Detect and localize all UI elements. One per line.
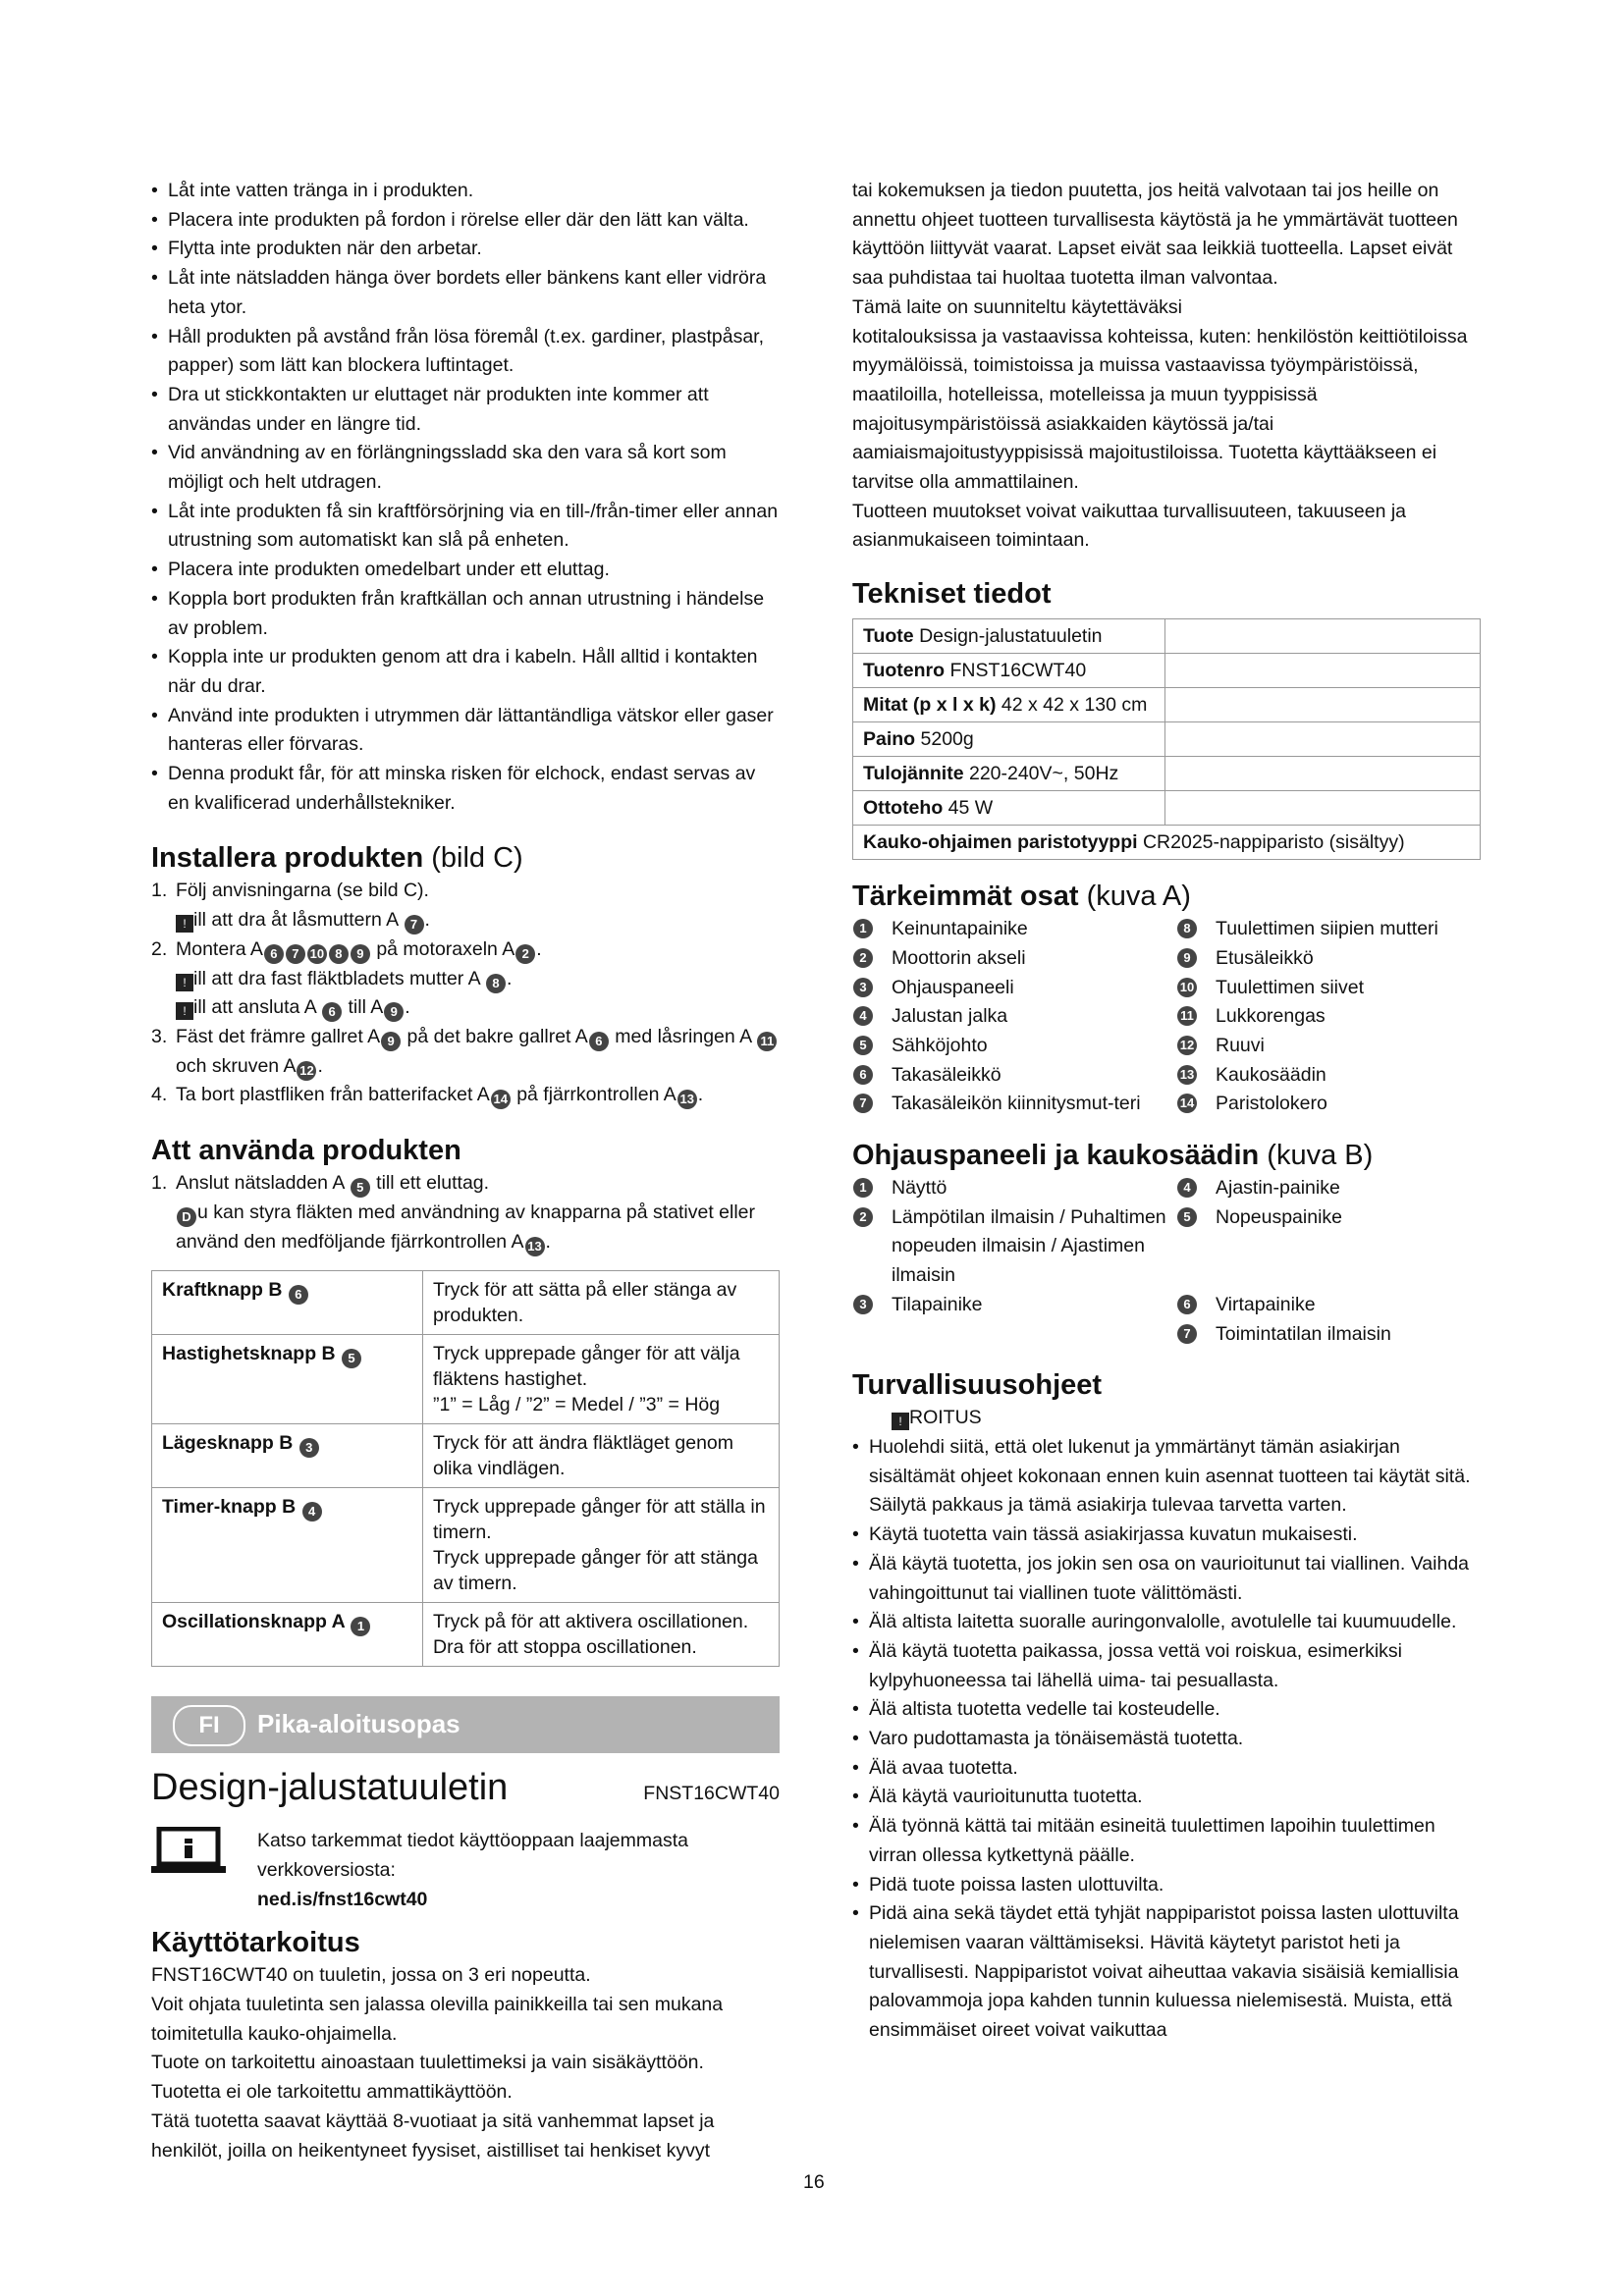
list-item: • Pidä tuote poissa lasten ulottuvilta. [852,1871,1481,1900]
table-cell: Hastighetsknapp B 5 [152,1335,423,1424]
list-item: • Älä avaa tuotetta. [852,1754,1481,1784]
list-item: • Käytä tuotetta vain tässä asiakirjassa kuvatun mukaisesti. [852,1521,1481,1550]
callout-10-icon: 10 [307,944,327,964]
install-step-3: 3. Fäst det främre gallret A 9 på det bakre gallret A 6 med låsringen A 11 och skruven A 12 . [151,1023,780,1081]
purpose-text: FNST16CWT40 on tuuletin, jossa on 3 eri nopeutta. Voit ohjata tuuletinta sen jalassa olevilla painikkeilla tai sen mukana toimitetulla kauko-ohjaimella. Tuote on tarkoitettu ainoastaan tuulettimeksi ja vain sisäkäyttöön. Tuotetta ei ole tarkoitettu ammattikäyttöön. Tätä tuotetta saavat käyttää 8-vuotiaat ja sitä vanhemmat lapset ja henkilöt, joilla on heikentyneet fyysiset, aistilliset tai henkiset kyvyt [151,1964,724,2162]
callout-icon: 11 [1177,1006,1197,1026]
laptop-info-icon [151,1827,226,1874]
online-manual-note [151,1827,780,1914]
panel-heading: Ohjauspaneeli ja kaukosäädin (kuva B) [852,1140,1374,1172]
table-cell [1165,757,1481,791]
install-step-4: 4. Ta bort plastfliken från batterifacket A 14 på fjärrkontrollen A 13 . [151,1081,780,1110]
manual-text: Katso tarkemmat tiedot käyttöoppaan laajemmasta verkkoversiosta: ned.is/fnst16cwt40 [257,1830,688,1910]
warning-line [852,1404,1481,1433]
callout-icon: 4 [1177,1178,1197,1198]
step-text: ill att dra åt låsmuttern A [193,909,399,932]
step-text: Följ anvisningarna (se bild C). [176,880,429,902]
table-cell: Kauko-ohjaimen paristotyyppi CR2025-nappiparisto (sisältyy) [853,826,1481,860]
list-item: 3 Ohjauspaneeli [852,974,1176,1003]
table-cell [1165,688,1481,722]
table-cell: Tryck upprepade gånger för att välja fläktens hastighet. ”1” = Låg / ”2” = Medel / ”3” = Hög [423,1335,780,1424]
table-row [152,1424,780,1488]
use-heading: Att använda produkten [151,1135,461,1167]
step-text: på motoraxeln A [376,937,515,960]
list-item: • Använd inte produkten i utrymmen där lättantändliga vätskor eller gaser hanteras eller förvaras. [151,702,780,760]
callout-icon: 7 [1177,1324,1197,1344]
step-text: och skruven A [176,1054,297,1077]
step-number: 2. [151,937,168,960]
list-item: • Placera inte produkten på fordon i rörelse eller där den lätt kan välta. [151,206,780,236]
table-cell [1165,654,1481,688]
list-item: • Älä käytä tuotetta paikassa, jossa vettä voi roiskua, esimerkiksi kylpyhuoneessa tai lähellä uima- tai pesuallasta. [852,1637,1481,1695]
warning-icon: ! [892,1413,909,1430]
list-item: • Håll produkten på avstånd från lösa föremål (t.ex. gardiner, plastpåsar, papper) som lätt kan blockera luftintaget. [151,323,780,381]
list-item: • Dra ut stickkontakten ur eluttaget när produkten inte kommer att användas under en längre tid. [151,381,780,439]
list-item: • Vid användning av en förlängningssladd ska den vara så kort som möjligt och helt utdragen. [151,439,780,497]
step-number: 4. [151,1084,168,1106]
callout-6-icon: 6 [264,944,284,964]
model-number: FNST16CWT40 [643,1783,780,1805]
tech-heading: Tekniset tiedot [852,578,1052,611]
list-item: • Älä altista tuotetta vedelle tai kosteudelle. [852,1695,1481,1725]
step-text: ill att ansluta A [193,996,316,1019]
table-row [853,722,1481,757]
list-item: • Varo pudottamasta ja tönäisemästä tuotetta. [852,1725,1481,1754]
table-cell: Oscillationsknapp A 1 [152,1603,423,1667]
table-row [853,791,1481,826]
table-row [152,1271,780,1335]
list-item: 10 Tuulettimen siivet [1176,974,1481,1003]
panel-list [852,1174,1481,1349]
warning-icon: ! [176,915,193,933]
callout-9-icon: 9 [381,1032,401,1051]
callout-icon: 3 [299,1438,319,1458]
list-item: 13 Kaukosäädin [1176,1061,1481,1091]
step-text: u kan styra fläkten med användning av knapparna på stativet eller använd den medföljande fjärrkontrollen A [176,1201,756,1253]
callout-8-icon: 8 [486,974,506,993]
step-text: på det bakre gallret A [406,1025,588,1047]
callout-icon: 12 [1177,1036,1197,1055]
right-column [852,177,1481,2046]
parts-heading: Tärkeimmät osat (kuva A) [852,881,1191,913]
list-item: 12 Ruuvi [1176,1032,1481,1061]
list-item: • Älä altista laitetta suoralle auringonvalolle, avotulelle tai kuumuudelle. [852,1608,1481,1637]
list-item: • Låt inte produkten få sin kraftförsörjning via en till-/från-timer eller annan utrustning som automatiskt kan slå på enheten. [151,498,780,556]
install-suffix: (bild C) [431,842,523,875]
callout-icon: 2 [853,948,873,968]
step-text: Anslut nätsladden A [176,1172,345,1195]
list-item: • Pidä aina sekä täydet että tyhjät nappiparistot poissa lasten ulottuvilta nielemisen vaaran välttämiseksi. Hävitä käytetyt paristot heti ja turvallisesti. Nappiparistot voivat aiheuttaa vakavia sisäisiä kemiallisia palovammoja jopa kahden tunnin kuluessa nielemisestä. Muista, että ensimmäiset oireet voivat vaikuttaa [852,1899,1481,2046]
callout-9-icon: 9 [351,944,370,964]
table-cell: Tuote Design-jalustatuuletin [853,619,1165,654]
callout-7-icon: 7 [405,915,424,934]
warning-label: ROITUS [909,1407,982,1429]
list-item: • Placera inte produkten omedelbart under ett eluttag. [151,556,780,585]
list-item: 3 Tilapainike [852,1291,1176,1320]
step-text: till A [348,996,384,1019]
step-text: till ett eluttag. [376,1172,490,1195]
language-badge: FI [173,1705,245,1746]
table-cell [1165,619,1481,654]
list-item: 5 Sähköjohto [852,1032,1176,1061]
table-row [152,1335,780,1424]
list-item: 4 Ajastin-painike [1176,1174,1481,1203]
callout-icon: 5 [1177,1207,1197,1227]
list-item: • Älä työnnä kättä tai mitään esineitä tuulettimen lapoihin tuulettimen virran ollessa kytkettynä päälle. [852,1812,1481,1870]
table-cell [1165,791,1481,826]
spec-table [852,618,1481,860]
list-item: • Älä käytä vaurioitunutta tuotetta. [852,1783,1481,1812]
step-text: låsringen A [657,1025,751,1047]
callout-8-icon: 8 [329,944,349,964]
table-cell: Tryck för att sätta på eller stänga av produkten. [423,1271,780,1335]
callout-13-icon: 13 [677,1090,697,1109]
list-item: 7 Takasäleikön kiinnitysmut-teri [852,1090,1176,1119]
table-row [853,826,1481,860]
left-column [151,177,780,2165]
warning-icon: ! [176,1002,193,1020]
list-item: 4 Jalustan jalka [852,1002,1176,1032]
list-item: 2 Moottorin akseli [852,944,1176,974]
banner-title: Pika-aloitusopas [257,1709,460,1739]
callout-icon: 8 [1177,919,1197,938]
list-item: 7 Toimintatilan ilmaisin [1176,1320,1481,1350]
list-item: • Denna produkt får, för att minska risken för elchock, endast servas av en kvalificerad underhållstekniker. [151,760,780,818]
table-cell: Tuotenro FNST16CWT40 [853,654,1165,688]
table-cell: Tulojännite 220-240V~, 50Hz [853,757,1165,791]
table-cell: Ottoteho 45 W [853,791,1165,826]
table-row [853,619,1481,654]
table-cell: Mitat (p x l x k) 42 x 42 x 130 cm [853,688,1165,722]
table-cell: Lägesknapp B 3 [152,1424,423,1488]
callout-5-icon: 5 [351,1178,370,1198]
callout-6-icon: 6 [322,1002,342,1022]
callout-icon: 7 [853,1094,873,1113]
table-cell [1165,722,1481,757]
list-item: 8 Tuulettimen siipien mutteri [1176,915,1481,944]
table-row [853,688,1481,722]
list-item: • Låt inte nätsladden hänga över bordets eller bänkens kant eller vidröra heta ytor. [151,264,780,322]
list-item: • Flytta inte produkten när den arbetar. [151,235,780,264]
callout-icon: 2 [853,1207,873,1227]
table-cell: Tryck upprepade gånger för att ställa in timern. Tryck upprepade gånger för att stänga av timern. [423,1488,780,1603]
callout-icon: 10 [1177,978,1197,997]
callout-icon: 5 [853,1036,873,1055]
list-item: 6 Takasäleikkö [852,1061,1176,1091]
callout-6-icon: 6 [589,1032,609,1051]
callout-icon: 9 [1177,948,1197,968]
product-header [151,1767,780,1809]
safety-heading: Turvallisuusohjeet [852,1369,1103,1402]
intro-text: tai kokemuksen ja tiedon puutetta, jos heitä valvotaan tai jos heille on annettu ohjeet tuotteen turvallisesta käytöstä ja he ymmärtävät tuotteen käyttöön liittyvät vaarat. Lapset eivät saa leikkiä tuotteella. Lapset eivät saa puhdistaa tai huoltaa tuotetta ilman valvontaa. Tämä laite on suunniteltu käytettäväksi kotitalouksissa ja vastaavissa kohteissa, kuten: henkilöstön keittiötiloissa myymälöissä, toimistoissa ja muissa vastaavissa työympäristöissä, maatiloilla, hotelleissa, motelleissa ja muun tyyppisissä majoitusympäristöissä asiakkaiden käytössä ja/tai aamiaismajoitustyyppisissä majoitustiloissa. Tuotetta käyttääkseen ei tarvitse olla ammattilainen. Tuotteen muutokset voivat vaikuttaa turvallisuuteen, takuuseen ja asianmukaiseen toimintaan. [852,180,1468,552]
language-banner [151,1696,780,1753]
list-item: • Koppla inte ur produkten genom att dra i kabeln. Håll alltid i kontakten när du drar. [151,643,780,701]
install-step-2: 2. Montera A 6 7 10 8 9 på motoraxeln A 2 . ! ill att dra fast fläktbladets mutter A 8 . ! ill att ansluta A 6 till A 9 . [151,935,780,1023]
warning-icon: ! [176,974,193,991]
step-text: med [615,1025,653,1047]
callout-12-icon: 12 [297,1061,316,1081]
callout-icon: 6 [853,1065,873,1085]
step-number: 1. [151,880,168,902]
list-item: • Älä käytä tuotetta, jos jokin sen osa on vaurioitunut tai viallinen. Vaihda vahingoittunut tai viallinen tuote välittömästi. [852,1550,1481,1608]
info-icon: D [177,1207,196,1227]
purpose-heading: Käyttötarkoitus [151,1927,360,1959]
parts-list [852,915,1481,1119]
callout-9-icon: 9 [384,1002,404,1022]
callout-icon: 4 [853,1006,873,1026]
callout-icon: 13 [1177,1065,1197,1085]
list-item: 5 Nopeuspainike [1176,1203,1481,1291]
step-text: på fjärrkontrollen A [516,1084,677,1106]
list-item: 1 Näyttö [852,1174,1176,1203]
list-item: 14 Paristolokero [1176,1090,1481,1119]
step-text: Montera [176,937,246,960]
callout-7-icon: 7 [286,944,305,964]
manual-link[interactable]: ned.is/fnst16cwt40 [257,1888,428,1910]
list-item: • Huolehdi siitä, että olet lukenut ja ymmärtänyt tämän asiakirjan sisältämät ohjeet kokonaan ennen kuin asennat tuotteen tai käytät sitä. Säilytä pakkaus ja tämä asiakirja tulevaa tarvetta varten. [852,1433,1481,1521]
step-text: Ta bort plastfliken från batterifacket A [176,1084,490,1106]
install-title: Installera produkten [151,842,424,875]
callout-icon: 14 [1177,1094,1197,1113]
list-item: 2 Lämpötilan ilmaisin / Puhaltimen nopeuden ilmaisin / Ajastimen ilmaisin [852,1203,1176,1291]
step-number: 3. [151,1025,168,1047]
table-cell: Paino 5200g [853,722,1165,757]
callout-icon: 4 [302,1502,322,1522]
safety-list [852,1433,1481,2046]
callout-icon: 5 [342,1349,361,1368]
controls-table [151,1270,780,1667]
table-cell: Timer-knapp B 4 [152,1488,423,1603]
table-row [853,757,1481,791]
list-item: • Koppla bort produkten från kraftkällan och annan utrustning i händelse av problem. [151,585,780,643]
swedish-safety-list [151,177,780,818]
callout-icon: 1 [853,919,873,938]
step-text: Fäst det främre gallret A [176,1025,381,1047]
table-row [152,1488,780,1603]
install-steps [151,877,780,1110]
list-item [852,1320,1176,1350]
table-row [853,654,1481,688]
callout-icon: 1 [853,1178,873,1198]
callout-icon: 6 [289,1285,308,1305]
use-steps [151,1169,780,1256]
callout-11-icon: 11 [757,1032,777,1051]
list-item: 1 Keinuntapainike [852,915,1176,944]
step-number: 1. [151,1172,168,1195]
product-title: Design-jalustatuuletin [151,1767,509,1809]
list-item: • Låt inte vatten tränga in i produkten. [151,177,780,206]
callout-icon: 6 [1177,1295,1197,1314]
callout-14-icon: 14 [491,1090,511,1109]
callout-icon: 3 [853,1295,873,1314]
table-row [152,1603,780,1667]
install-heading [151,839,780,877]
table-cell: Kraftknapp B 6 [152,1271,423,1335]
callout-icon: 1 [351,1617,370,1636]
table-cell: Tryck på för att aktivera oscillationen. Dra för att stoppa oscillationen. [423,1603,780,1667]
table-cell: Tryck för att ändra fläktläget genom olika vindlägen. [423,1424,780,1488]
callout-13-icon: 13 [525,1237,545,1256]
list-item: 6 Virtapainike [1176,1291,1481,1320]
step-text: ill att dra fast fläktbladets mutter A [193,967,480,989]
install-step-1: 1. Följ anvisningarna (se bild C). ! ill att dra åt låsmuttern A 7 . [151,877,780,934]
page-number: 16 [803,2171,825,2193]
use-step-1: 1. Anslut nätsladden A 5 till ett eluttag. D u kan styra fläkten med användning av knapparna på stativet eller använd den medföljande fjärrkontrollen A 13 . [151,1169,780,1256]
callout-icon: 3 [853,978,873,997]
callout-2-icon: 2 [515,944,535,964]
list-item: 9 Etusäleikkö [1176,944,1481,974]
list-item: 11 Lukkorengas [1176,1002,1481,1032]
